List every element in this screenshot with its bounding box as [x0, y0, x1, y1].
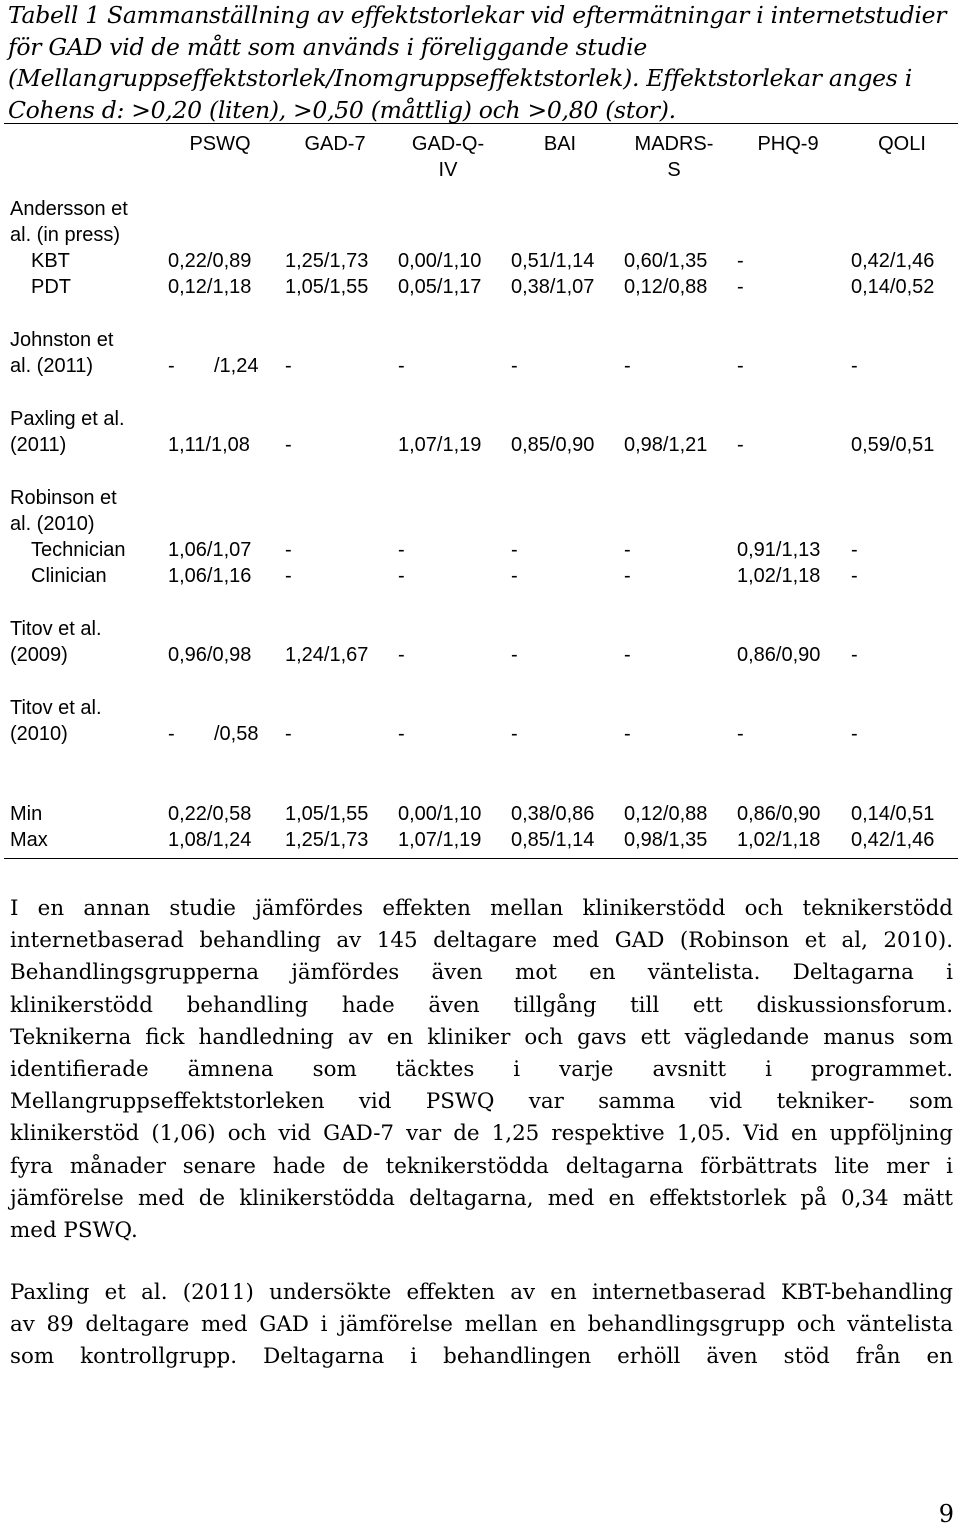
- table-cell: 1,24/1,67: [285, 644, 369, 666]
- table-cell: 0,12/0,88: [624, 803, 708, 825]
- table-cell: -: [511, 565, 518, 587]
- paragraph-line: jämförelse med de klinikerstödda deltagarna, med en effektstorlek på 0,34 mätt: [10, 1185, 953, 1211]
- table-cell: /0,58: [214, 723, 259, 745]
- caption-line: Cohens d: >0,20 (liten), >0,50 (måttlig) och >0,80 (stor).: [8, 95, 676, 124]
- table-cell: 1,25/1,73: [285, 829, 369, 851]
- table-cell: -: [398, 723, 405, 745]
- table-cell: 0,05/1,17: [398, 276, 482, 298]
- caption-line: (Mellangruppseffektstorlek/Inomgruppseffektstorlek). Effektstorlekar anges i: [8, 64, 912, 92]
- table-cell: 0,96/0,98: [168, 644, 252, 666]
- table-cell: 1,05/1,55: [285, 803, 369, 825]
- table-cell: -: [624, 539, 631, 561]
- paragraph-line: som kontrollgrupp. Deltagarna i behandlingen erhöll även stöd från en: [10, 1344, 953, 1370]
- table-cell: -: [737, 355, 744, 377]
- table-cell: 0,38/1,07: [511, 276, 595, 298]
- table-cell: -: [511, 644, 518, 666]
- table-cell: -: [398, 355, 405, 377]
- table-cell: -: [511, 723, 518, 745]
- table-cell: 1,05/1,55: [285, 276, 369, 298]
- row-label-pdt: PDT: [31, 276, 71, 298]
- paragraph-line: Mellangruppseffektstorleken vid PSWQ var samma vid tekniker- som: [10, 1089, 953, 1115]
- table-cell: 0,98/1,35: [624, 829, 708, 851]
- table-cell: -: [285, 355, 292, 377]
- table-cell: 0,12/0,88: [624, 276, 708, 298]
- row-label-max: Max: [10, 829, 48, 851]
- study-label: Andersson et: [10, 198, 128, 220]
- table-bottom-rule: [4, 858, 958, 859]
- row-label-clinician: Clinician: [31, 565, 107, 587]
- table-cell: -: [398, 565, 405, 587]
- table-cell: -: [285, 434, 292, 456]
- paragraph-line: med PSWQ.: [10, 1218, 138, 1244]
- table-cell: 0,14/0,51: [851, 803, 935, 825]
- table-cell: 0,22/0,89: [168, 250, 252, 272]
- paragraph-line: Paxling et al. (2011) undersökte effekten av en internetbaserad KBT-behandling: [10, 1280, 953, 1305]
- table-cell: -: [398, 539, 405, 561]
- header-pswq: PSWQ: [189, 133, 251, 155]
- paragraph-line: klinikerstöd (1,06) och vid GAD-7 var de 1,25 respektive 1,05. Vid en uppföljning: [10, 1121, 953, 1147]
- paragraph-line: identifierade ämnena som täcktes i varje avsnitt i programmet.: [10, 1057, 953, 1083]
- table-cell: 0,14/0,52: [851, 276, 935, 298]
- table-cell: 0,00/1,10: [398, 803, 482, 825]
- table-cell: -: [624, 355, 631, 377]
- table-cell: -: [511, 539, 518, 561]
- table-cell: 1,08/1,24: [168, 829, 252, 851]
- table-cell: 0,51/1,14: [511, 250, 595, 272]
- table-cell: 0,98/1,21: [624, 434, 708, 456]
- table-cell: 0,59/0,51: [851, 434, 935, 456]
- table-cell: -: [851, 565, 858, 587]
- table-cell: 0,42/1,46: [851, 829, 935, 851]
- table-cell: 0,42/1,46: [851, 250, 935, 272]
- study-label: Robinson et: [10, 487, 117, 509]
- caption-line: för GAD vid de mått som används i föreliggande studie: [8, 32, 647, 61]
- header-gadq-line1: GAD-Q-: [411, 133, 485, 155]
- table-cell: 1,06/1,07: [168, 539, 252, 561]
- paragraph-line: av 89 deltagare med GAD i jämförelse mellan en behandlingsgrupp och väntelista: [10, 1312, 953, 1338]
- row-label-min: Min: [10, 803, 43, 825]
- table-cell: 0,86/0,90: [737, 803, 821, 825]
- paragraph-line: Teknikerna fick handledning av en kliniker och gavs ett vägledande manus som: [10, 1024, 953, 1050]
- table-cell: 0,00/1,10: [398, 250, 482, 272]
- study-label: (2009): [10, 644, 68, 666]
- paragraph-line: I en annan studie jämfördes effekten mellan klinikerstödd och teknikerstödd: [10, 896, 953, 921]
- row-label-kbt: KBT: [31, 250, 70, 272]
- study-label: (2011): [10, 434, 67, 456]
- table-cell: 1,07/1,19: [398, 434, 482, 456]
- table-cell: 0,85/0,90: [511, 434, 595, 456]
- table-cell: -: [851, 644, 858, 666]
- table-cell: -: [851, 355, 858, 377]
- table-cell: -: [737, 434, 744, 456]
- header-bai: BAI: [543, 133, 577, 155]
- study-label: (2010): [10, 723, 68, 745]
- header-phq9: PHQ-9: [757, 133, 819, 155]
- table-cell: 0,38/0,86: [511, 803, 595, 825]
- table-cell: -: [737, 276, 744, 298]
- table-cell: -: [624, 723, 631, 745]
- study-label: al. (in press): [10, 224, 121, 246]
- header-madrs-line2: S: [667, 159, 681, 181]
- paragraph-line: klinikerstödd behandling hade även tillgång till ett diskussionsforum.: [10, 992, 953, 1018]
- body-paragraph-paxling: [10, 1277, 953, 1374]
- paragraph-line: fyra månader senare hade de teknikerstödda deltagarna förbättrats lite mer i: [10, 1153, 953, 1179]
- table-cell: 1,02/1,18: [737, 565, 821, 587]
- table-cell: -: [851, 723, 858, 745]
- table-cell: /1,24: [214, 355, 259, 377]
- table-cell: 0,85/1,14: [511, 829, 595, 851]
- table-cell: 1,06/1,16: [168, 565, 252, 587]
- header-gadq-line2: IV: [438, 159, 458, 181]
- paragraph-line: internetbaserad behandling av 145 deltagare med GAD (Robinson et al, 2010).: [10, 928, 953, 954]
- study-label: al. (2011): [10, 355, 94, 377]
- table-cell: 0,91/1,13: [737, 539, 821, 561]
- table-cell: -: [624, 565, 631, 587]
- header-qoli: QOLI: [878, 133, 926, 155]
- table-cell: -: [737, 723, 744, 745]
- table-cell: 1,02/1,18: [737, 829, 821, 851]
- table-cell: 1,25/1,73: [285, 250, 369, 272]
- table-cell: 1,07/1,19: [398, 829, 482, 851]
- table-cell: -: [285, 539, 292, 561]
- table-cell: -: [285, 565, 292, 587]
- study-label: Titov et al.: [10, 618, 102, 640]
- table-cell: -: [168, 355, 175, 377]
- table-caption: [8, 0, 953, 126]
- table-cell: -: [737, 250, 744, 272]
- header-gad7: GAD-7: [304, 133, 366, 155]
- table-cell: -: [851, 539, 858, 561]
- study-label: Johnston et: [10, 329, 114, 351]
- table-cell: 0,60/1,35: [624, 250, 708, 272]
- table-cell: 0,12/1,18: [168, 276, 252, 298]
- row-label-technician: Technician: [31, 539, 126, 561]
- table-cell: 1,11/1,08: [168, 434, 250, 456]
- study-label: Paxling et al.: [10, 408, 125, 430]
- body-paragraph-robinson: [10, 893, 953, 1247]
- table-cell: -: [511, 355, 518, 377]
- page-number: 9: [938, 1500, 954, 1528]
- study-label: al. (2010): [10, 513, 95, 535]
- table-cell: -: [168, 723, 175, 745]
- table-top-rule: [4, 123, 958, 124]
- table-cell: -: [285, 723, 292, 745]
- table-cell: -: [624, 644, 631, 666]
- table-cell: 0,86/0,90: [737, 644, 821, 666]
- caption-line: Tabell 1 Sammanställning av effektstorlekar vid eftermätningar i internetstudier: [8, 1, 947, 29]
- study-label: Titov et al.: [10, 697, 102, 719]
- table-cell: -: [398, 644, 405, 666]
- table-cell: 0,22/0,58: [168, 803, 252, 825]
- paragraph-line: Behandlingsgrupperna jämfördes även mot en väntelista. Deltagarna i: [10, 960, 953, 986]
- header-madrs-line1: MADRS-: [634, 133, 714, 155]
